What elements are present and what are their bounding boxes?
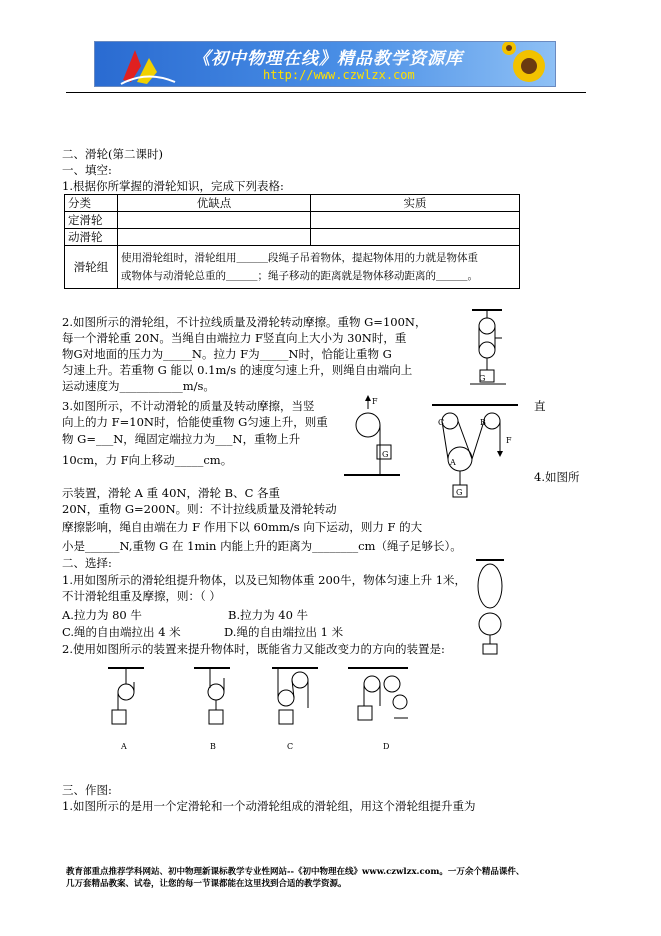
header-divider bbox=[66, 92, 586, 93]
header-banner bbox=[94, 41, 556, 87]
q3-line: 物 G=___N，绳固定端拉力为___N，重物上升 bbox=[62, 432, 301, 446]
table-cell-empty[interactable] bbox=[118, 212, 311, 229]
table-cell-empty[interactable] bbox=[118, 229, 311, 246]
mc1-line: 1.用如图所示的滑轮组提升物体，以及已知物体重 200牛，物体匀速上升 1米， bbox=[62, 573, 467, 587]
q3-tail: 直 bbox=[534, 399, 546, 413]
q2-line: 物G对地面的压力为_____N。拉力 F为_____N时，恰能让重物 G bbox=[62, 347, 392, 361]
q2-line: 每一个滑轮重 20N。当绳自由端拉力 F竖直向上大小为 30N时，重 bbox=[62, 331, 407, 345]
table-cell-empty[interactable] bbox=[311, 212, 520, 229]
q3-line: 3.如图所示，不计动滑轮的质量及转动摩擦，当竖 bbox=[62, 399, 315, 413]
table-pulley-set-text bbox=[118, 246, 520, 289]
footer-line1: 教育部重点推荐学科网站、初中物理新课标教学专业性网站--《初中物理在线》www.czwlzx.com。一万余个精品课件、 bbox=[66, 867, 525, 877]
draw1-text: 1.如图所示的是用一个定滑轮和一个动滑轮组成的滑轮组，用这个滑轮组提升重为 bbox=[62, 799, 476, 813]
q4-fig-c-label: C bbox=[438, 418, 445, 427]
q3-fig-g-label: G bbox=[382, 450, 389, 459]
section-title: 二、滑轮(第二课时) bbox=[62, 147, 163, 161]
q2-pulley-figure bbox=[470, 308, 510, 388]
pulley-set-line1: 使用滑轮组时，滑轮组用＿＿＿段绳子吊着物体，提起物体用的力就是物体重 bbox=[121, 252, 478, 264]
mc1-line: 不计滑轮组重及摩擦，则：（ ） bbox=[62, 589, 221, 603]
q2-line: 运动速度为___________m/s。 bbox=[62, 379, 215, 393]
q4-line: 20N，重物 G=200N。则：不计拉线质量及滑轮转动 bbox=[62, 502, 337, 516]
banner-url[interactable]: http://www.czwlzx.com bbox=[263, 68, 415, 82]
pulley-set-line2: 或物体与动滑轮总重的＿＿＿；绳子移动的距离就是物体移动距离的＿＿＿。 bbox=[121, 270, 478, 282]
sunflower-icon bbox=[497, 42, 556, 86]
table-row-label: 动滑轮 bbox=[65, 229, 118, 246]
q4-fig-b-label: B bbox=[480, 418, 486, 427]
table-row bbox=[65, 246, 520, 289]
q4-fig-g-label: G bbox=[456, 488, 463, 497]
mc2-text: 2.使用如图所示的装置来提升物体时，既能省力又能改变力的方向的装置是: bbox=[62, 642, 445, 656]
q4-line: 摩擦影响，绳自由端在力 F 作用下以 60mm/s 向下运动，则力 F 的大 bbox=[62, 520, 423, 534]
q3-line: 向上的力 F=10N时，恰能使重物 G匀速上升，则重 bbox=[62, 415, 328, 429]
q4-fig-f-label: F bbox=[506, 436, 512, 445]
q4-line: 小是______N,重物 G 在 1min 内能上升的距离为________cm（绳子足够长）。 bbox=[62, 539, 462, 553]
table-row-label: 定滑轮 bbox=[65, 212, 118, 229]
mc2-fig-label[interactable]: A bbox=[121, 742, 127, 751]
mc2-fig-label[interactable]: D bbox=[383, 742, 390, 751]
mc1-option[interactable]: D.绳的自由端拉出 1 米 bbox=[224, 625, 344, 639]
mc2-fig-label[interactable]: B bbox=[210, 742, 216, 751]
table-header-cell: 优缺点 bbox=[118, 195, 311, 212]
footer bbox=[66, 866, 586, 890]
q4-start: 4.如图所 bbox=[534, 470, 580, 484]
q4-fig-a-label: A bbox=[450, 458, 456, 467]
q2-fig-g-label: G bbox=[479, 374, 486, 383]
footer-line2: 几万套精品教案、试卷，让您的每一节课都能在这里找到合适的教学资源。 bbox=[66, 879, 347, 889]
table-row-label: 滑轮组 bbox=[65, 246, 118, 289]
mc1-pulley-figure bbox=[474, 558, 510, 658]
part1-title: 一、填空: bbox=[62, 163, 112, 177]
q2-line: 匀速上升。若重物 G 能以 0.1m/s 的速度匀速上升，则绳自由端向上 bbox=[62, 363, 413, 377]
mc2-options-figure bbox=[104, 662, 416, 758]
mc1-option[interactable]: C.绳的自由端拉出 4 米 bbox=[62, 625, 181, 639]
banner-title: 《初中物理在线》精品教学资源库 bbox=[193, 49, 463, 69]
part2-title: 二、选择: bbox=[62, 556, 112, 570]
mc2-fig-label[interactable]: C bbox=[287, 742, 294, 751]
q3-fig-f-label: F bbox=[372, 397, 378, 406]
table-row bbox=[65, 212, 520, 229]
table-header-cell: 实质 bbox=[311, 195, 520, 212]
logo-icon bbox=[117, 42, 177, 86]
q4-line: 示装置，滑轮 A 重 40N，滑轮 B、C 各重 bbox=[62, 486, 281, 500]
mc1-option[interactable]: A.拉力为 80 牛 bbox=[62, 608, 142, 622]
mc1-option[interactable]: B.拉力为 40 牛 bbox=[228, 608, 309, 622]
q2-line: 2.如图所示的滑轮组，不计拉线质量及滑轮转动摩擦。重物 G=100N， bbox=[62, 315, 427, 329]
part3-title: 三、作图: bbox=[62, 783, 112, 797]
q1-text: 1.根据你所掌握的滑轮知识，完成下列表格: bbox=[62, 179, 284, 193]
q4-pulley-figure bbox=[432, 403, 522, 503]
table-cell-empty[interactable] bbox=[311, 229, 520, 246]
q3-line: 10cm，力 F向上移动_____cm。 bbox=[62, 453, 233, 467]
table-header-cell: 分类 bbox=[65, 195, 118, 212]
table-header-row bbox=[65, 195, 520, 212]
pulley-table bbox=[64, 194, 520, 289]
table-row bbox=[65, 229, 520, 246]
